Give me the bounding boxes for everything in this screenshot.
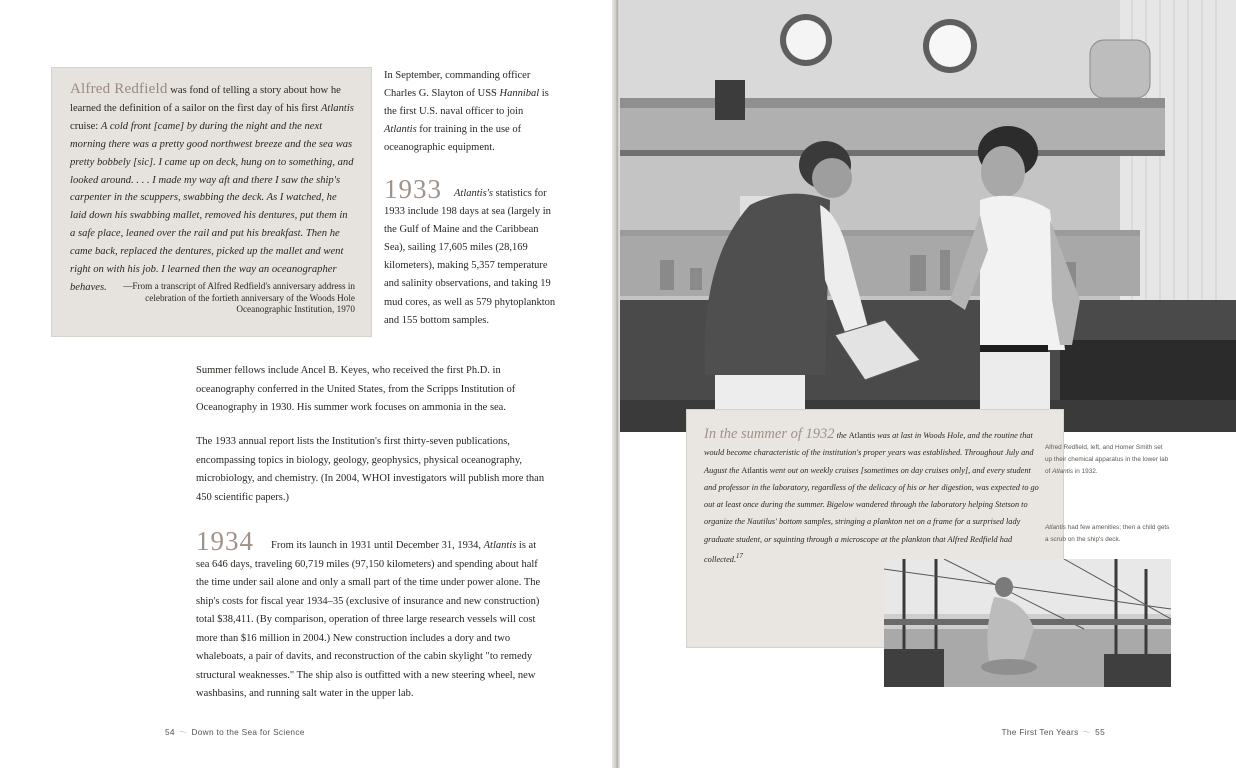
stats-1934	[196, 537, 546, 704]
quote-intro-end: cruise:	[70, 120, 101, 132]
text-run: Summer fellows include Ancel B. Keyes, who received the first Ph.D. in oceanography conferred in the United States, from the Scripps Institution of Oceanography in 1930. His summer work focuses on ammonia in the sea.	[196, 365, 516, 413]
page-number: 54	[165, 727, 175, 737]
text-run: Alfred Redfield, left, and Homer Smith set up their chemical apparatus in the lower lab of	[1045, 444, 1169, 476]
folio-right	[1002, 726, 1105, 738]
redfield-quote-box	[51, 67, 372, 337]
stats-1933-paragraph	[384, 185, 562, 330]
text-run: for training in the use of oceanographic equipment.	[384, 124, 522, 153]
ship-name: Atlantis	[320, 102, 354, 114]
lab-photo-caption	[1045, 442, 1170, 479]
text-run: in 1932.	[1073, 468, 1098, 476]
quote-lead: In the summer of 1932	[704, 426, 835, 442]
quote-lead: Alfred Redfield	[70, 81, 168, 97]
deck-photo-caption	[1045, 522, 1170, 546]
text-run: The 1933 annual report lists the Institution's first thirty-seven publications, encompassing topics in biology, geology, geophysics, physical oceanography, microbiology, and chemistry. (In 2004, WHOI investigators will publish more than 450 scientific papers.)	[196, 436, 545, 503]
deck-photo-illustration	[884, 559, 1171, 687]
running-title: Down to the Sea for Science	[191, 727, 305, 737]
text-run: In September, commanding officer Charles G. Slayton of USS	[384, 70, 531, 99]
right-page	[620, 0, 1236, 768]
ship-name: Hannibal	[499, 88, 540, 99]
text-run: had few amenities; then a child gets a scrub on the ship's deck.	[1045, 524, 1170, 544]
wave-ornament: 〜	[1082, 727, 1092, 737]
page-number: 55	[1095, 727, 1105, 737]
schlee-quote-text	[704, 426, 1045, 568]
year-heading-1934: 1934	[196, 526, 254, 556]
quote-attribution: —From a transcript of Alfred Redfield's anniversary address in celebration of the fortieth anniversary of the Woods Hole Oceanographic Institution, 1970	[123, 281, 355, 315]
quote-intro: was fond of telling a story about how he learned the definition of a sailor on the first day of his first	[70, 85, 341, 114]
redfield-quote-text	[70, 81, 355, 297]
year-heading-1933: 1933	[384, 174, 442, 204]
ship-name: Atlantis	[741, 465, 768, 475]
ship-name: Atlantis	[1045, 524, 1066, 531]
deck-photo	[884, 559, 1171, 687]
annual-report-paragraph	[196, 433, 546, 507]
text-run: is the first U.S. naval officer to join	[384, 88, 549, 117]
lab-photo	[620, 0, 1236, 432]
text-run: was at last in Woods Hole, and the routine that would become characteristic of the institution's proper years was established. Throughout July and August the	[704, 431, 1034, 475]
slayton-paragraph	[384, 67, 554, 157]
text-run: the	[834, 431, 849, 440]
folio-left	[165, 726, 305, 738]
footnote-marker: 17	[736, 553, 743, 561]
ship-name: Atlantis	[1052, 468, 1074, 476]
quote-body: A cold front [came] by during the night and the next morning there was a pretty good northwest breeze and the sea was pretty bobbely [sic]. I came up on deck, hung on to something, and looked around. . . . I made my way aft and there I saw the ship's carpenter in the scuppers, swabbing the deck. As I watched, he laid down his swabbing mallet, removed his dentures, put them in a safe place, leaned over the rail and put his breakfast. Then he came back, replaced the dentures, picked up the mallet and went right on with his job. I learned then the way an oceanographer behaves.	[70, 120, 354, 293]
stats-1933	[384, 185, 562, 330]
wave-ornament: 〜	[178, 727, 188, 737]
ship-name: Atlantis's	[454, 188, 494, 199]
text-run: went out on weekly cruises [sometimes on day cruises only], and every student and professor in the laboratory, regardless of the delicacy of his or her digestion, was expected to go out at least once during the summer. Bigelow wandered through the laboratory helping Stetson to organize the Nautilus' bottom samples, stringing a plankton net on a frame for a surprised lady graduate student, or squinting through a microscope at the plankton that Alfred Redfield had collected.	[704, 465, 1039, 564]
text-run: statistics for 1933 include 198 days at sea (largely in the Gulf of Maine and the Caribbean Sea), sailing 17,605 miles (28,169 kilometers), making 5,357 temperature and salinity observations, and taking 19 mud cores, as well as 579 phytoplankton and 155 bottom samples.	[384, 188, 556, 326]
lab-photo-illustration	[620, 0, 1236, 432]
text-run: From its launch in 1931 until December 31, 1934,	[271, 540, 484, 551]
summer-fellows-paragraph	[196, 362, 546, 418]
left-page	[0, 0, 614, 768]
text-run: is at sea 646 days, traveling 60,719 miles (97,150 kilometers) and spending about half the time under sail alone and only a small part of the time under power alone. The ship's costs for fiscal year 1934–35 (exclusive of insurance and new construction) total $38,411. (By comparison, operation of three large research vessels will cost more than $16 million in 2004.) New construction includes a dory and two whaleboats, a pair of davits, and reconstruction of the cabin skylight "to remedy structural weaknesses." The ship also is outfitted with a new steering wheel, new washbasins, and running salt water in the upper lab.	[196, 540, 541, 699]
stats-1934-paragraph	[196, 537, 546, 704]
side-column	[384, 67, 554, 157]
ship-name: Atlantis	[483, 540, 517, 551]
running-title: The First Ten Years	[1001, 727, 1079, 737]
ship-name: Atlantis	[384, 124, 417, 135]
ship-name: Atlantis	[848, 431, 876, 440]
